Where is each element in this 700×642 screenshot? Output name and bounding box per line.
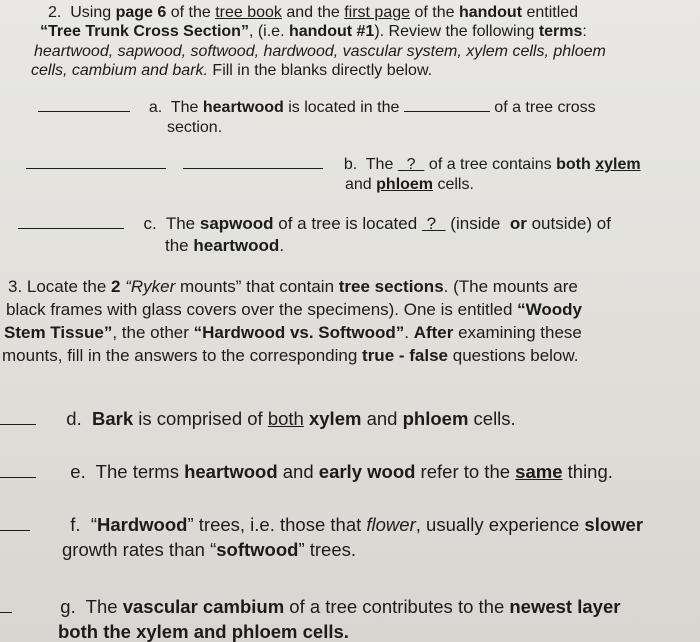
item-2a-cont: section. bbox=[167, 119, 223, 136]
q2-line-2: “Tree Trunk Cross Section”, (i.e. handout #1). Review the following terms: bbox=[40, 23, 587, 40]
q3-line-4: mounts, fill in the answers to the corresponding true - false questions below. bbox=[2, 346, 579, 365]
answer-blank-3d[interactable] bbox=[0, 423, 36, 425]
answer-blank-2c[interactable] bbox=[18, 227, 124, 229]
q2-line-1: 2. Using page 6 of the tree book and the first page of the handout entitled bbox=[48, 4, 579, 21]
answer-blank-3f[interactable] bbox=[0, 529, 30, 531]
answer-blank-3e[interactable] bbox=[0, 476, 36, 478]
q2-terms-list: heartwood, sapwood, softwood, hardwood, vascular system, xylem cells, phloem bbox=[34, 43, 606, 60]
answer-blank-2a[interactable] bbox=[38, 110, 130, 112]
question-number: 2. bbox=[48, 4, 62, 21]
q3-line-2: black frames with glass covers over the specimens). One is entitled “Woody bbox=[6, 300, 583, 319]
item-2b-cont: and phloem cells. bbox=[345, 176, 474, 193]
answer-blank-2b-1[interactable] bbox=[26, 167, 166, 169]
item-2b: b. The ? of a tree contains both xylem bbox=[26, 156, 641, 174]
item-3d: d. Bark is comprised of both xylem and phloem cells. bbox=[0, 408, 516, 430]
answer-blank-3g[interactable] bbox=[0, 611, 12, 613]
q3-line-3: Stem Tissue”, the other “Hardwood vs. Softwood”. After examining these bbox=[4, 323, 582, 342]
q3-line-1: 3. Locate the 2 “Ryker mounts” that contain tree sections. (The mounts are bbox=[8, 277, 578, 296]
answer-blank-2b-2[interactable] bbox=[183, 167, 323, 169]
inline-blank-2a[interactable] bbox=[404, 110, 490, 112]
item-2c-cont: the heartwood. bbox=[165, 236, 285, 255]
item-3g-cont: both the xylem and phloem cells. bbox=[58, 621, 349, 642]
item-3g: g. The vascular cambium of a tree contributes to the newest layer bbox=[0, 596, 620, 618]
item-3f: f. “Hardwood” trees, i.e. those that flower, usually experience slower bbox=[0, 514, 643, 536]
item-3e: e. The terms heartwood and early wood refer to the same thing. bbox=[0, 461, 613, 483]
item-2a: a. The heartwood is located in the of a tree cross bbox=[38, 99, 596, 117]
item-2c: c. The sapwood of a tree is located ? (inside or outside) of bbox=[18, 214, 611, 234]
q2-line-4: cells, cambium and bark. Fill in the blanks directly below. bbox=[31, 62, 433, 79]
item-3f-cont: growth rates than “softwood” trees. bbox=[62, 539, 357, 560]
